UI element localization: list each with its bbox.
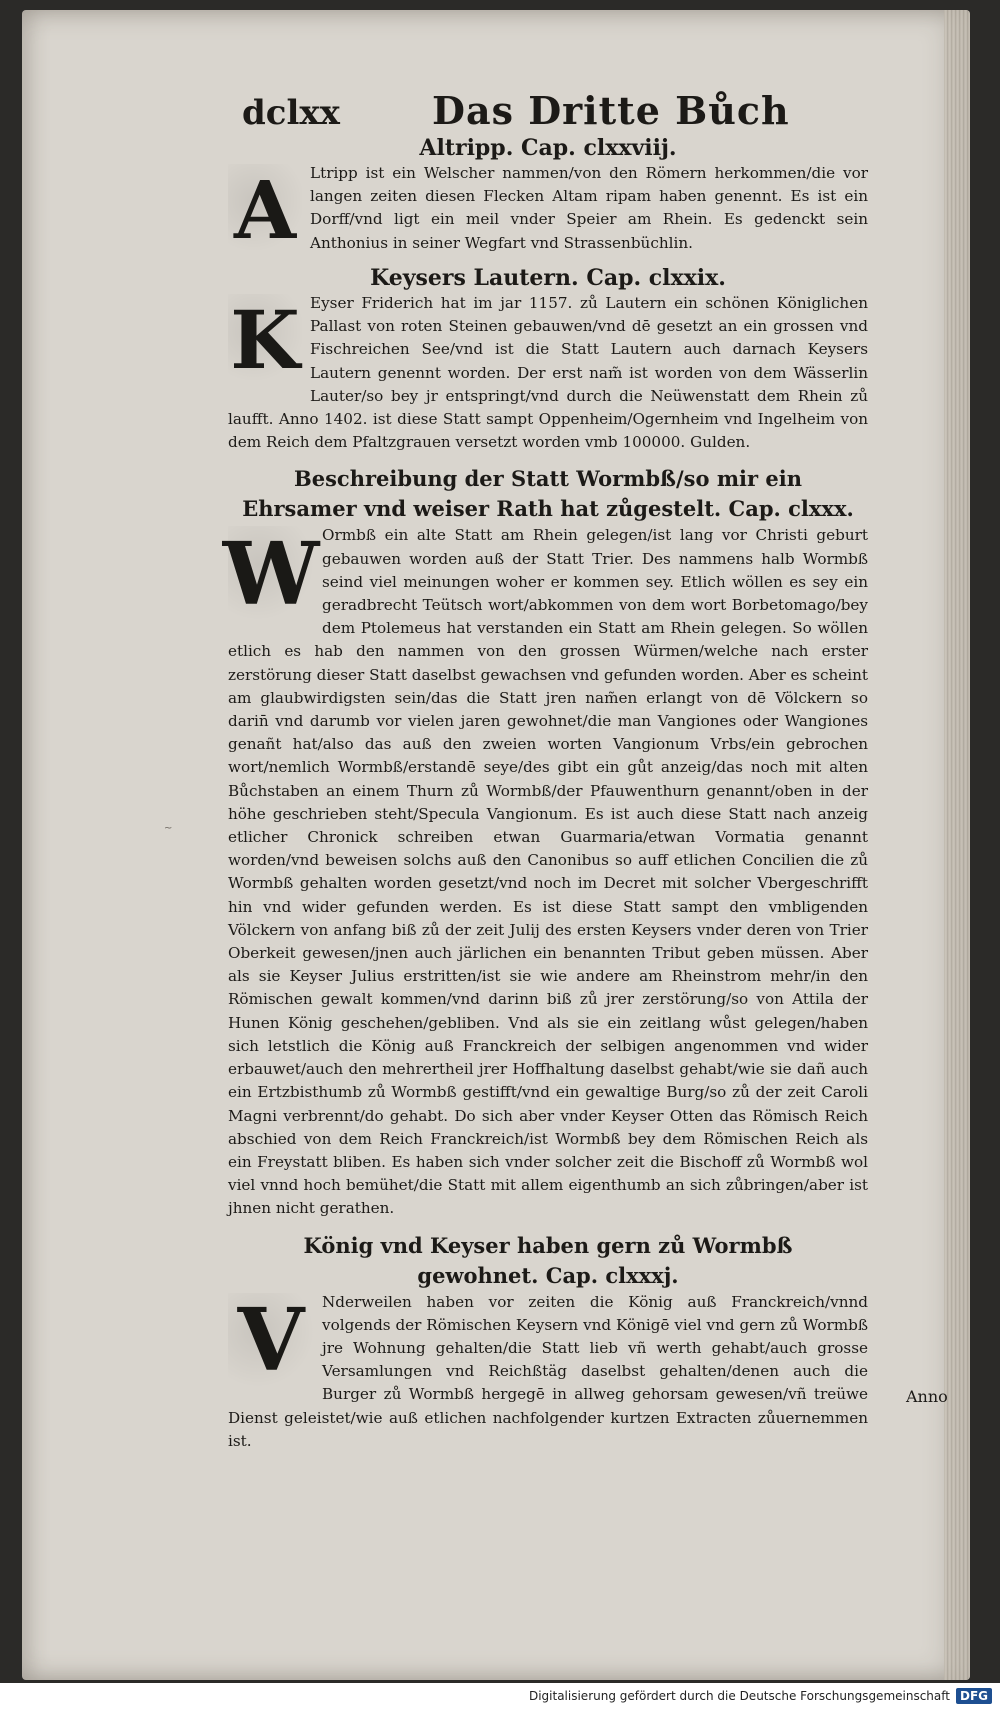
chapter-section bbox=[228, 1231, 868, 1453]
decorated-initial: W bbox=[222, 523, 320, 625]
chapter-section bbox=[228, 264, 868, 454]
chapter-text: Ltripp ist ein Welscher nammen/von den Römern herkommen/die vor langen zeiten diesen Flecken Altam ripam haben genennt. Es ist ein Dorff/vnd ligt ein meil vnder Speier am Rhein. Es gedenckt sein Anthonius in seiner Wegfart vnd Strassenbüchlin. bbox=[310, 164, 868, 252]
folio-number: dclxx bbox=[242, 93, 340, 133]
page-fore-edge bbox=[944, 10, 970, 1680]
decorated-initial: A bbox=[228, 164, 302, 256]
chapter-section bbox=[228, 134, 868, 256]
chapter-heading: Beschreibung der Statt Wormbß/so mir ein Ehrsamer vnd weiser Rath hat zůgestelt. Cap. clxxx. bbox=[242, 466, 854, 522]
chapter-text: Ormbß ein alte Statt am Rhein gelegen/ist lang vor Christi geburt gebauwen worden auß der Statt Trier. Des nammens halb Wormbß seind viel meinungen woher er kommen sey. Etlich wöllen es sey ein geradbrecht Teütsch wort/abkommen von dem wort Borbetomago/bey dem Ptolemeus hat verstanden ein Statt am Rhein gelegen. So wöllen etlich es hab den nammen von den grossen Würmen/welche nach erster zerstörung dieser Statt daselbst gewachsen vnd gefunden worden. Aber es scheint am glaubwirdigsten sein/das die Statt jren nam̃en erlangt von dē Völckern so darin̄ vnd darumb vor vielen jaren gewohnet/die man Vangiones oder Wangiones genañt hat/also das auß den zweien worten Vangionum Vrbs/ein gebrochen wort/nemlich Wormbß/erstandē seye/des gibt ein gůt anzeig/das noch mit alten Bůchstaben an einem Thurn zů Wormbß/der Pfauwenthurn genannt/oben in der höhe geschrieben steht/Specula Vangionum. Es ist auch diese Statt nach anzeig etlicher Chronick schreiben etwan Guarmaria/etwan Vormatia genannt worden/vnd beweisen solchs auß den Canonibus so auff etlichen Concilien die zů Wormbß gehalten worden gesetzt/vnd noch im Decret mit solcher Vbergeschrifft hin vnd wider gefunden werden. Es ist diese Statt sampt den vmbligenden Völckern von anfang biß zů der zeit Julij des ersten Keysers vnder deren von Trier Oberkeit gewesen/jnen auch järlichen ein benannten Tribut geben müssen. Aber als sie Keyser Julius erstritten/ist sie wie andere am Rheinstrom mehr/in den Römischen gewalt kommen/vnd darinn biß zů jrer zerstörung/so von Attila der Hunen König geschehen/gebliben. Vnd als sie ein zeitlang wůst gelegen/haben sich letstlich die König auß Franckreich der selbigen angenommen vnd wider erbauwet/auch den mehrertheil jrer Hoffhaltung daselbst gehabt/wie sie dañ auch ein Ertzbisthumb zů Wormbß gestifft/vnd ein gewaltige Burg/so zů der zeit Caroli Magni verbrennt/do gehabt. Do sich aber vnder Keyser Otten das Römisch Reich abschied von dem Reich Franckreich/ist Wormbß bey dem Römischen Reich als ein Freystatt bliben. Es haben sich vnder solcher zeit die Bischoff zů Wormbß wol viel vnnd hoch bemühet/die Statt mit allem eigenthumb an sich zůbringen/aber ist jhnen nicht gerathen. bbox=[228, 526, 868, 1218]
book-title: Das Dritte Bůch bbox=[432, 88, 790, 133]
chapter-heading: Altripp. Cap. clxxviij. bbox=[419, 135, 677, 161]
decorated-initial: V bbox=[228, 1293, 314, 1389]
chapter-text: Eyser Friderich hat im jar 1157. zů Lautern ein schönen Königlichen Pallast von roten Steinen gebauwen/vnd dē gesetzt an ein grossen vnd Fischreichen See/vnd ist die Statt Lautern auch darnach Keysers Lautern genennt worden. Der erst nam̃ ist worden von dem Wässerlin Lauter/so bey jr entspringt/vnd durch die Neüwenstatt dem Rhein zů laufft. Anno 1402. ist diese Statt sampt Oppenheim/Ogernheim vnd Ingelheim von dem Reich dem Pfaltzgrauen versetzt worden vmb 100000. Gulden. bbox=[228, 294, 868, 452]
chapter-heading: König vnd Keyser haben gern zů Wormbß gewohnet. Cap. clxxxj. bbox=[303, 1232, 793, 1288]
margin-mark: ~ bbox=[164, 823, 173, 834]
footer-credit: Digitalisierung gefördert durch die Deutsche Forschungsgemeinschaft bbox=[528, 1689, 950, 1703]
chapter-text: Nderweilen haben vor zeiten die König auß Franckreich/vnnd volgends der Römischen Keysern vnd Königē viel vnd gern zů Wormbß jre Wohnung gehalten/die Statt lieb vñ werth gehabt/auch grosse Versamlungen vnd Reichßtäg daselbst gehalten/denen auch die Burger zů Wormbß hergegē in allweg gehorsam gewesen/vñ treüwe Dienst geleistet/wie auß etlichen nachfolgender kurtzen Extracten zůuernemmen ist. bbox=[228, 1292, 868, 1450]
text-block bbox=[222, 88, 868, 1461]
catchword: Anno bbox=[906, 1387, 948, 1406]
decorated-initial: K bbox=[228, 294, 302, 386]
running-head bbox=[242, 88, 868, 134]
footer-bar bbox=[0, 1683, 1000, 1709]
chapter-section bbox=[222, 464, 868, 1220]
chapter-heading: Keysers Lautern. Cap. clxxix. bbox=[370, 265, 726, 291]
dfg-logo: DFG bbox=[956, 1688, 992, 1704]
